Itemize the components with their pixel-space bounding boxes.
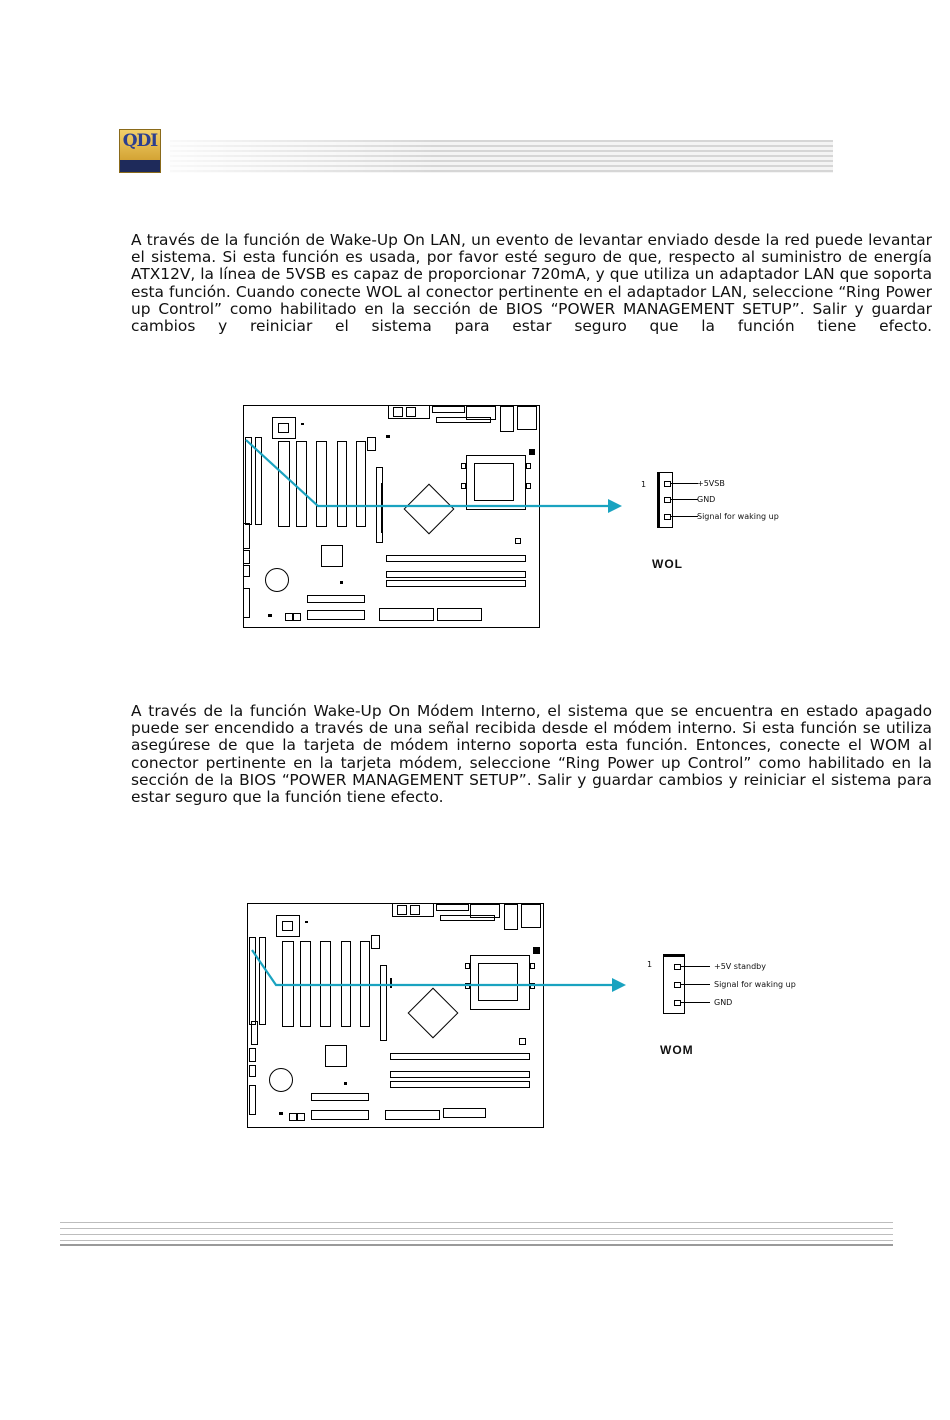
footer-decor-band: [60, 1222, 893, 1246]
wol-pin-label-2: GND: [697, 495, 716, 504]
wol-pin-label-1: +5VSB: [697, 479, 725, 488]
wol-pin1-label: 1: [641, 480, 647, 489]
wol-connector-name: WOL: [652, 557, 683, 571]
wol-pin-label-3: Signal for waking up: [697, 512, 779, 521]
wom-pin-label-3: GND: [714, 998, 733, 1007]
wom-paragraph: A través de la función Wake-Up On Módem Interno, el sistema que se encuentra en estado apagado puede ser encendido a través de una señal recibida desde el módem interno. Si esta función se utiliza asegúrese de que la tarjeta de módem interno soporta esta función. Entonces, conecte el WOM al conector pertinente en la tarjeta módem, seleccione “Ring Power up Control” como habilitado en la sección de la BIOS “POWER MANAGEMENT SETUP”. Salir y guardar cambios y reiniciar el sistema para estar seguro que la función tiene efecto.: [131, 702, 932, 807]
wom-pin-label-2: Signal for waking up: [714, 980, 796, 989]
wom-pin1-label: 1: [647, 960, 653, 969]
wom-pin-label-1: +5V standby: [714, 962, 766, 971]
logo-text: QDI: [122, 131, 158, 151]
wom-connector-name: WOM: [660, 1043, 694, 1057]
wom-connector: [646, 952, 846, 1062]
wol-paragraph: A través de la función de Wake-Up On LAN, un evento de levantar enviado desde la red puede levantar el sistema. Si esta función es usada, por favor esté seguro de que, respecto al suministro de energía ATX12V, la línea de 5VSB es capaz de proporcionar 720mA, y que utiliza un adaptador LAN que soporta esta función. Cuando conecte WOL al conector pertinente en el adaptador LAN, seleccione “Ring Power up Control” como habilitado en la sección de BIOS “POWER MANAGEMENT SETUP”. Salir y guardar cambios y reiniciar el sistema para estar seguro que la función tiene efecto.: [131, 231, 932, 336]
